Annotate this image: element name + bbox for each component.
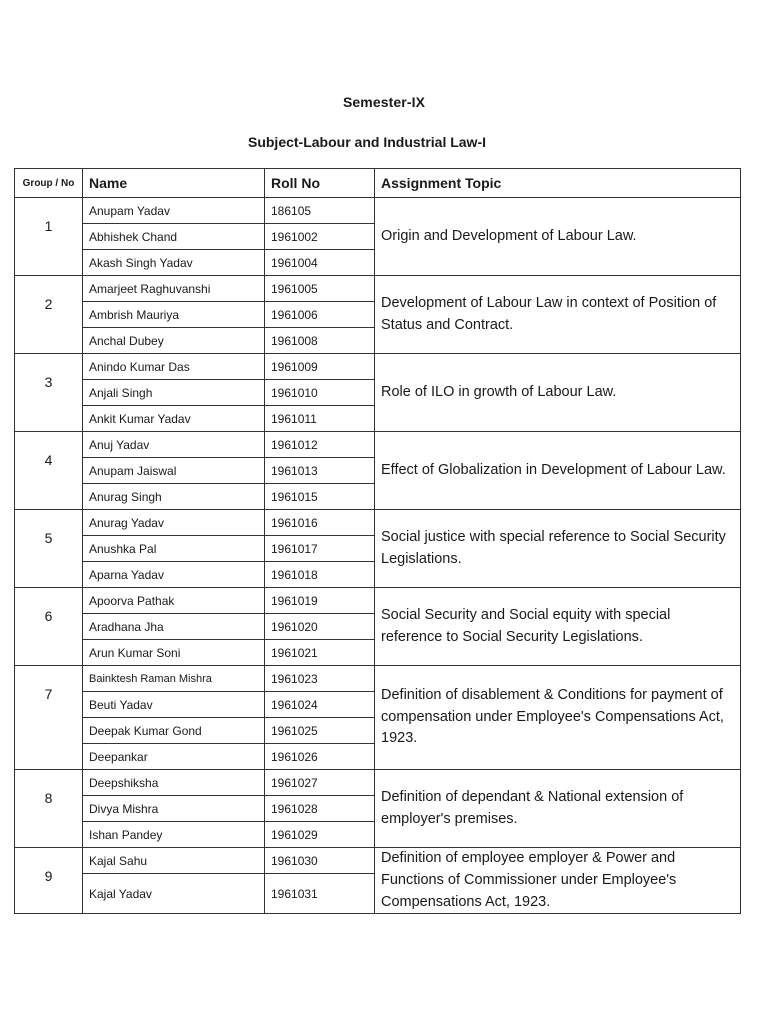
student-name: Anuj Yadav	[83, 432, 265, 458]
table-row	[15, 510, 741, 536]
roll-number: 1961017	[265, 536, 375, 562]
student-name: Kajal Sahu	[83, 848, 265, 874]
group-number: 7	[15, 666, 83, 770]
student-name: Aradhana Jha	[83, 614, 265, 640]
roll-number: 1961023	[265, 666, 375, 692]
roll-number: 1961021	[265, 640, 375, 666]
student-name: Anupam Yadav	[83, 198, 265, 224]
assignment-table	[14, 168, 741, 914]
assignment-topic: Social Security and Social equity with special reference to Social Security Legislations.	[375, 588, 741, 666]
roll-number: 1961013	[265, 458, 375, 484]
table-header-row	[15, 169, 741, 198]
student-name: Anchal Dubey	[83, 328, 265, 354]
roll-number: 1961009	[265, 354, 375, 380]
roll-number: 1961004	[265, 250, 375, 276]
roll-number: 1961029	[265, 822, 375, 848]
roll-number: 1961005	[265, 276, 375, 302]
roll-number: 1961024	[265, 692, 375, 718]
roll-number: 1961031	[265, 874, 375, 914]
student-name: Anurag Yadav	[83, 510, 265, 536]
table-row	[15, 276, 741, 302]
roll-number: 1961025	[265, 718, 375, 744]
roll-number: 1961028	[265, 796, 375, 822]
assignment-topic: Definition of dependant & National extension of employer's premises.	[375, 770, 741, 848]
col-header-group: Group / No	[15, 169, 83, 198]
roll-number: 1961030	[265, 848, 375, 874]
roll-number: 1961019	[265, 588, 375, 614]
student-name: Ankit Kumar Yadav	[83, 406, 265, 432]
table-row	[15, 354, 741, 380]
table-row	[15, 770, 741, 796]
assignment-topic: Social justice with special reference to Social Security Legislations.	[375, 510, 741, 588]
col-header-name: Name	[83, 169, 265, 198]
roll-number: 1961002	[265, 224, 375, 250]
assignment-topic: Origin and Development of Labour Law.	[375, 198, 741, 276]
roll-number: 1961018	[265, 562, 375, 588]
student-name: Beuti Yadav	[83, 692, 265, 718]
roll-number: 1961026	[265, 744, 375, 770]
student-name: Arun Kumar Soni	[83, 640, 265, 666]
student-name: Deepak Kumar Gond	[83, 718, 265, 744]
student-name: Deepankar	[83, 744, 265, 770]
student-name: Ishan Pandey	[83, 822, 265, 848]
group-number: 3	[15, 354, 83, 432]
student-name: Anurag Singh	[83, 484, 265, 510]
group-number: 1	[15, 198, 83, 276]
col-header-roll: Roll No	[265, 169, 375, 198]
group-number: 5	[15, 510, 83, 588]
student-name: Anushka Pal	[83, 536, 265, 562]
roll-number: 1961006	[265, 302, 375, 328]
group-number: 9	[15, 848, 83, 914]
table-row	[15, 432, 741, 458]
student-name: Kajal Yadav	[83, 874, 265, 914]
roll-number: 1961020	[265, 614, 375, 640]
col-header-topic: Assignment Topic	[375, 169, 741, 198]
roll-number: 1961008	[265, 328, 375, 354]
student-name: Abhishek Chand	[83, 224, 265, 250]
student-name: Ambrish Mauriya	[83, 302, 265, 328]
student-name: Amarjeet Raghuvanshi	[83, 276, 265, 302]
student-name: Anupam Jaiswal	[83, 458, 265, 484]
table-row	[15, 848, 741, 874]
roll-number: 1961012	[265, 432, 375, 458]
student-name: Divya Mishra	[83, 796, 265, 822]
student-name: Anindo Kumar Das	[83, 354, 265, 380]
group-number: 6	[15, 588, 83, 666]
group-number: 4	[15, 432, 83, 510]
student-name: Deepshiksha	[83, 770, 265, 796]
group-number: 8	[15, 770, 83, 848]
semester-heading: Semester-IX	[342, 94, 426, 110]
student-name: Anjali Singh	[83, 380, 265, 406]
student-name: Akash Singh Yadav	[83, 250, 265, 276]
roll-number: 1961027	[265, 770, 375, 796]
table-row	[15, 666, 741, 692]
roll-number: 1961016	[265, 510, 375, 536]
roll-number: 1961010	[265, 380, 375, 406]
subject-heading: Subject-Labour and Industrial Law-I	[247, 134, 486, 150]
assignment-topic: Role of ILO in growth of Labour Law.	[375, 354, 741, 432]
student-name: Apoorva Pathak	[83, 588, 265, 614]
table-row	[15, 198, 741, 224]
roll-number: 186105	[265, 198, 375, 224]
assignment-topic: Definition of disablement & Conditions for payment of compensation under Employee's Compensations Act, 1923.	[375, 666, 741, 770]
student-name: Bainktesh Raman Mishra	[83, 666, 265, 692]
assignment-topic: Definition of employee employer & Power and Functions of Commissioner under Employee's Compensations Act, 1923.	[375, 848, 741, 914]
roll-number: 1961015	[265, 484, 375, 510]
student-name: Aparna Yadav	[83, 562, 265, 588]
table-row	[15, 588, 741, 614]
group-number: 2	[15, 276, 83, 354]
assignment-topic: Effect of Globalization in Development of Labour Law.	[375, 432, 741, 510]
roll-number: 1961011	[265, 406, 375, 432]
assignment-topic: Development of Labour Law in context of Position of Status and Contract.	[375, 276, 741, 354]
